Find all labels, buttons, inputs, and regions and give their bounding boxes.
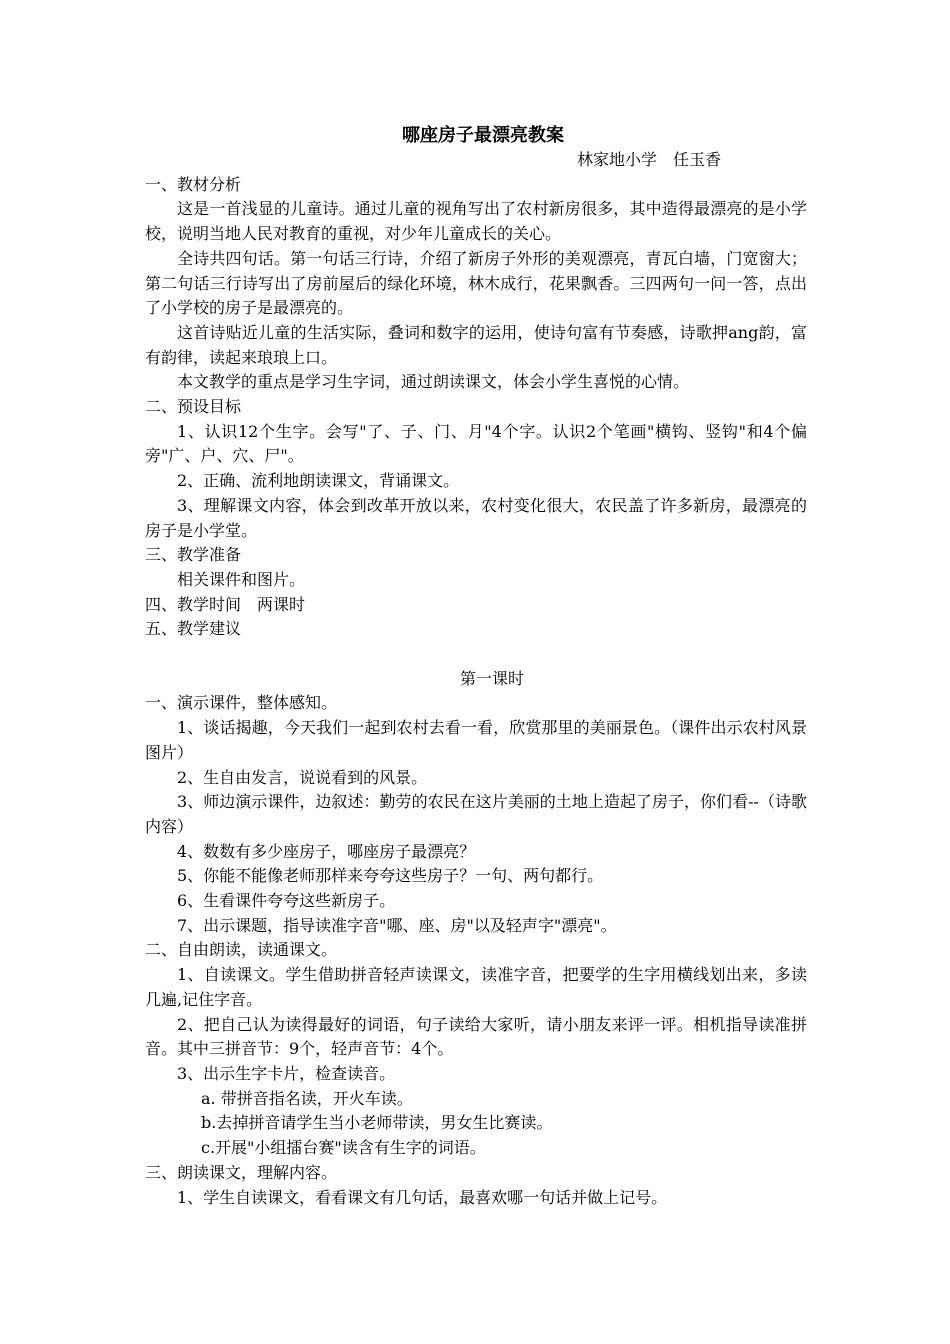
lesson-subitem: c.开展"小组擂台赛"读含有生字的词语。 bbox=[201, 1138, 486, 1158]
document-author: 林家地小学 任玉香 bbox=[576, 150, 721, 169]
lesson-paragraph: 2、把自己认为读得最好的词语，句子读给大家听，请小朋友来评一评。相机指导读准拼音。其中三拼音节：9个，轻声音节：4个。 bbox=[145, 1014, 807, 1059]
body-paragraph: 2、正确、流利地朗读课文，背诵课文。 bbox=[177, 471, 460, 491]
body-paragraph: 本文教学的重点是学习生字词，通过朗读课文，体会小学生喜悦的心情。 bbox=[177, 372, 690, 392]
lesson-title: 第一课时 bbox=[459, 668, 524, 688]
section-heading-time: 四、教学时间 两课时 bbox=[145, 594, 306, 614]
body-paragraph: 1、认识12个生字。会写"了、子、门、月"4个字。认识2个笔画"横钩、竖钩"和4个偏旁"广、户、穴、尸"。 bbox=[145, 421, 807, 466]
lesson-heading: 二、自由朗读，读通课文。 bbox=[145, 940, 338, 960]
lesson-subitem: b.去掉拼音请学生当小老师带读，男女生比赛读。 bbox=[201, 1113, 553, 1133]
lesson-paragraph: 3、师边演示课件，边叙述：勤劳的农民在这片美丽的土地上造起了房子，你们看--（诗歌内容） bbox=[145, 792, 807, 836]
document-page bbox=[145, 122, 807, 1210]
section-heading-goals: 二、预设目标 bbox=[145, 397, 242, 417]
lesson-subitem: a. 带拼音指名读，开火车读。 bbox=[201, 1088, 413, 1108]
body-paragraph: 3、理解课文内容，体会到改革开放以来，农村变化很大，农民盖了许多新房，最漂亮的房子是小学堂。 bbox=[145, 495, 807, 540]
section-heading-suggestions: 五、教学建议 bbox=[145, 619, 242, 639]
body-paragraph: 这首诗贴近儿童的生活实际，叠词和数字的运用，使诗句富有节奏感，诗歌押ang韵，富有韵律，读起来琅琅上口。 bbox=[145, 322, 807, 367]
lesson-paragraph: 1、谈话揭趣，今天我们一起到农村去看一看，欣赏那里的美丽景色。（课件出示农村风景图片） bbox=[145, 718, 807, 762]
lesson-paragraph: 7、出示课题，指导读准字音"哪、座、房"以及轻声字"漂亮"。 bbox=[177, 915, 617, 935]
lesson-paragraph: 1、学生自读课文，看看课文有几句话，最喜欢哪一句话并做上记号。 bbox=[177, 1187, 668, 1207]
document-title: 哪座房子最漂亮教案 bbox=[402, 125, 564, 146]
body-paragraph: 这是一首浅显的儿童诗。通过儿童的视角写出了农村新房很多，其中造得最漂亮的是小学校，说明当地人民对教育的重视，对少年儿童成长的关心。 bbox=[145, 199, 807, 244]
lesson-paragraph: 6、生看课件夸夸这些新房子。 bbox=[177, 891, 396, 911]
lesson-paragraph: 4、数数有多少座房子，哪座房子最漂亮？ bbox=[177, 841, 476, 861]
body-paragraph: 全诗共四句话。第一句话三行诗，介绍了新房子外形的美观漂亮，青瓦白墙，门宽窗大；第二句话三行诗写出了房前屋后的绿化环境，林木成行，花果飘香。三四两句一问一答，点出了小学校的房子是最漂亮的。 bbox=[145, 248, 807, 318]
section-heading-prep: 三、教学准备 bbox=[145, 545, 242, 565]
lesson-paragraph: 3、出示生字卡片，检查读音。 bbox=[177, 1064, 396, 1083]
lesson-paragraph: 2、生自由发言，说说看到的风景。 bbox=[177, 767, 428, 787]
body-paragraph: 相关课件和图片。 bbox=[177, 569, 306, 589]
lesson-paragraph: 5、你能不能像老师那样来夸夸这些房子？一句、两句都行。 bbox=[177, 866, 604, 886]
lesson-paragraph: 1、自读课文。学生借助拼音轻声读课文，读准字音，把要学的生字用横线划出来，多读几遍,记住字音。 bbox=[145, 965, 807, 1009]
section-heading-analysis: 一、教材分析 bbox=[145, 174, 242, 194]
lesson-heading: 一、演示课件，整体感知。 bbox=[145, 693, 338, 713]
lesson-heading: 三、朗读课文，理解内容。 bbox=[145, 1162, 338, 1182]
